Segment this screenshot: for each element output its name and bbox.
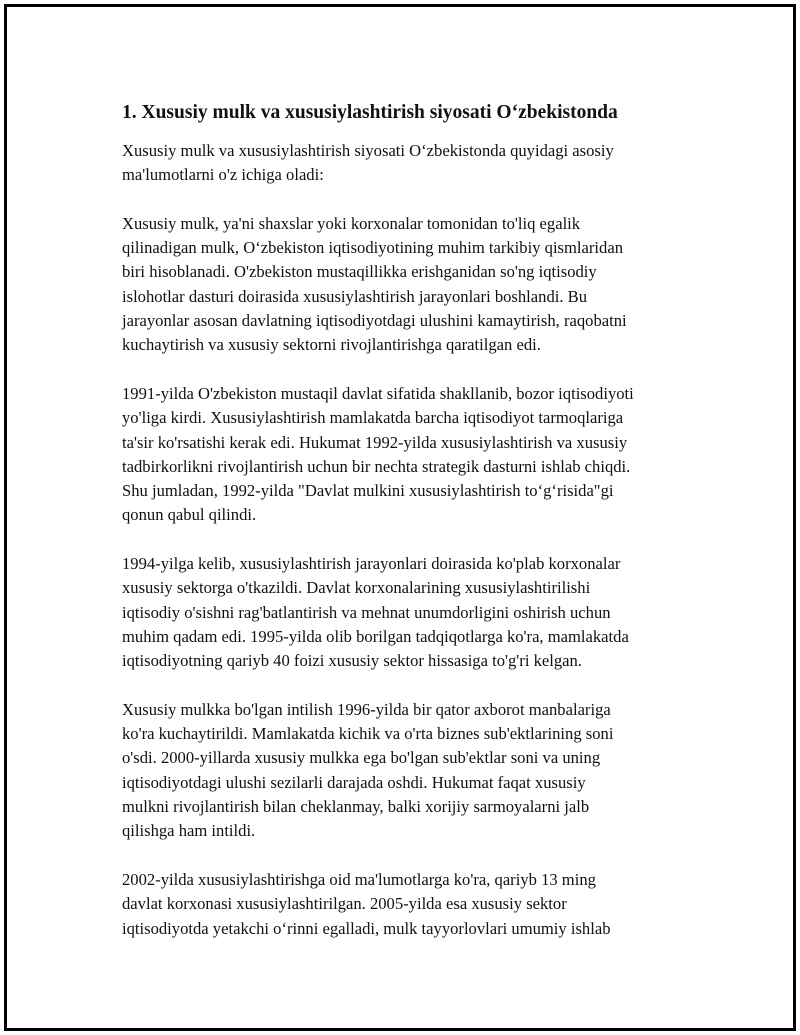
text-line: Shu jumladan, 1992-yilda "Davlat mulkini xususiylashtirish to‘g‘risida"gi	[122, 481, 614, 501]
text-line: xususiy sektorga o'tkazildi. Davlat korxonalarining xususiylashtirilishi	[122, 578, 591, 598]
text-line: muhim qadam edi. 1995-yilda olib borilgan tadqiqotlarga ko'ra, mamlakatda	[122, 626, 629, 646]
text-line: islohotlar dasturi doirasida xususiylashtirish jarayonlari boshlandi. Bu	[122, 286, 588, 306]
text-line: qonun qabul qilindi.	[122, 505, 257, 525]
text-line: iqtisodiy o'sishni rag'batlantirish va mehnat unumdorligini oshirish uchun	[122, 602, 611, 622]
text-line: jarayonlar asosan davlatning iqtisodiyotdagi ulushini kamaytirish, raqobatni	[122, 311, 627, 331]
document-title: 1. Xususiy mulk va xususiylashtirish siyosati O‘zbekistonda	[122, 102, 618, 123]
text-line: 1991-yilda O'zbekiston mustaqil davlat sifatida shakllanib, bozor iqtisodiyoti	[122, 383, 634, 403]
text-line: iqtisodiyotdagi ulushi sezilarli darajada oshdi. Hukumat faqat xususiy	[122, 772, 586, 792]
paragraph	[122, 868, 722, 941]
paragraph	[122, 552, 722, 673]
text-line: biri hisoblanadi. O'zbekiston mustaqillikka erishganidan so'ng iqtisodiy	[122, 262, 597, 282]
page-frame	[4, 4, 796, 1031]
paragraph	[122, 212, 722, 358]
text-line: Xususiy mulk va xususiylashtirish siyosati O‘zbekistonda quyidagi asosiy	[122, 141, 614, 160]
text-line: Xususiy mulk, ya'ni shaxslar yoki korxonalar tomonidan to'liq egalik	[122, 213, 581, 233]
text-line: o'sdi. 2000-yillarda xususiy mulkka ega bo'lgan sub'ektlar soni va uning	[122, 748, 601, 768]
text-line: tadbirkorlikni rivojlantirish uchun bir nechta strategik dasturni ishlab chiqdi.	[122, 456, 631, 476]
text-line: davlat korxonasi xususiylashtirilgan. 2005-yilda esa xususiy sektor	[122, 894, 567, 914]
text-line: 2002-yilda xususiylashtirishga oid ma'lumotlarga ko'ra, qariyb 13 ming	[122, 869, 596, 889]
text-line: ta'sir ko'rsatishi kerak edi. Hukumat 1992-yilda xususiylashtirish va xususiy	[122, 432, 628, 452]
text-line: Xususiy mulkka bo'lgan intilish 1996-yilda bir qator axborot manbalariga	[122, 699, 611, 719]
paragraph	[122, 698, 722, 844]
text-line: qilinadigan mulk, O‘zbekiston iqtisodiyotining muhim tarkibiy qismlaridan	[122, 238, 623, 258]
text-line: ma'lumotlarni o'z ichiga oladi:	[122, 165, 324, 185]
text-line: iqtisodiyotda yetakchi o‘rinni egalladi, mulk tayyorlovlari umumiy ishlab	[122, 918, 611, 938]
text-line: yo'liga kirdi. Xususiylashtirish mamlakatda barcha iqtisodiyot tarmoqlariga	[122, 408, 624, 428]
text-line: 1994-yilga kelib, xususiylashtirish jarayonlari doirasida ko'plab korxonalar	[122, 554, 621, 574]
document-body	[122, 99, 722, 965]
paragraph	[122, 139, 722, 188]
paragraph	[122, 382, 722, 528]
text-line: ko'ra kuchaytirildi. Mamlakatda kichik va o'rta biznes sub'ektlarining soni	[122, 724, 614, 744]
text-line: mulkni rivojlantirish bilan cheklanmay, balki xorijiy sarmoyalarni jalb	[122, 797, 590, 817]
text-line: iqtisodiyotning qariyb 40 foizi xususiy sektor hissasiga to'g'ri kelgan.	[122, 651, 582, 671]
text-line: kuchaytirish va xususiy sektorni rivojlantirishga qaratilgan edi.	[122, 335, 541, 355]
text-line: qilishga ham intildi.	[122, 821, 256, 841]
